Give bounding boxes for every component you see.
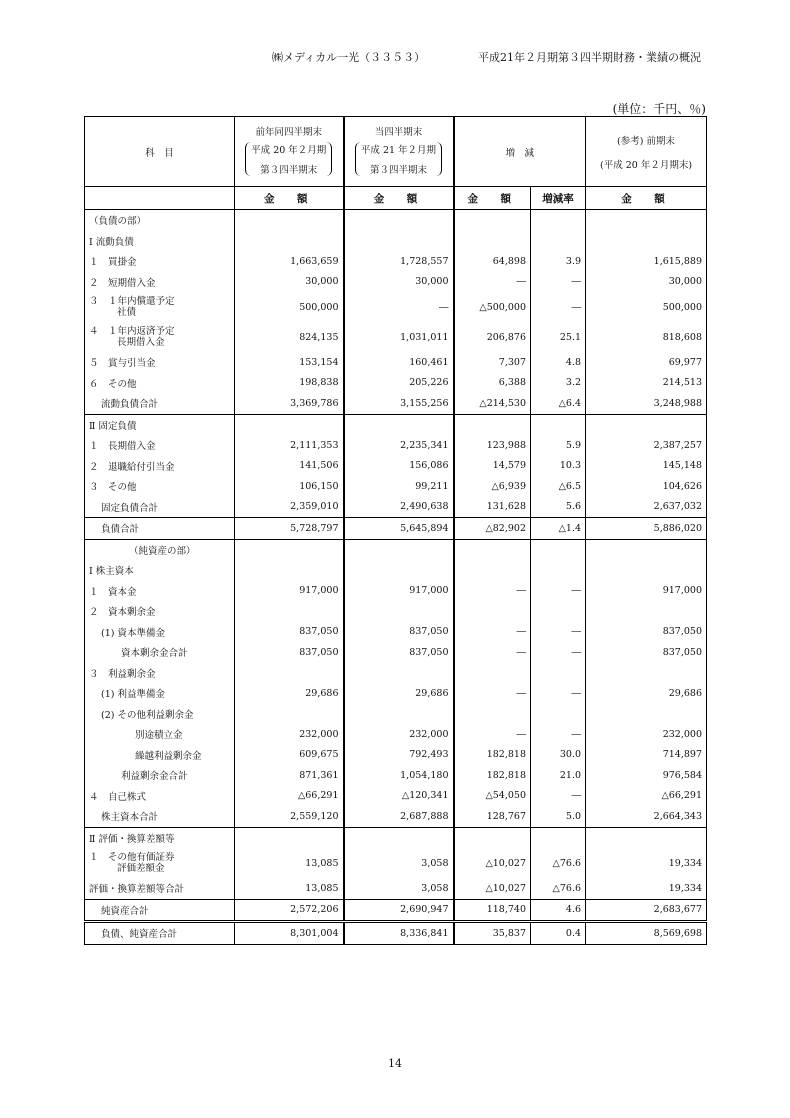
change-rate: 4.8	[531, 352, 586, 373]
current-quarter-q: 第３四半期末	[369, 164, 427, 176]
prev-quarter-fy: 平成 20 年２月期	[251, 144, 327, 156]
current-amount	[344, 414, 454, 435]
prev-amount: 824,135	[235, 322, 344, 352]
row-label: 評価・換算差額等合計	[85, 878, 235, 899]
prev-amount: 871,361	[235, 765, 344, 786]
change-amount: △214,530	[454, 393, 531, 414]
table-row	[85, 899, 707, 922]
row-label: 負債、純資産合計	[85, 922, 235, 945]
reference-amount: 3,248,988	[586, 393, 707, 414]
change-amount: △500,000	[454, 292, 531, 322]
subject-header	[85, 117, 235, 187]
reference-header	[586, 117, 707, 187]
row-label: ２ 退職給付引当金	[85, 456, 235, 477]
change-amount: 123,988	[454, 435, 531, 456]
change-header-label: 増 減	[505, 147, 535, 159]
prev-amount: 837,050	[235, 622, 344, 643]
reference-amount: △66,291	[586, 786, 707, 807]
subject-header-label: 科 目	[145, 147, 174, 159]
change-amount: 7,307	[454, 352, 531, 373]
prev-amount: 13,085	[235, 848, 344, 878]
table-row	[85, 622, 707, 643]
change-amount: ―	[454, 272, 531, 293]
row-label-line1: ３ １年内償還予定	[89, 296, 175, 307]
prev-amount	[235, 560, 344, 581]
prev-amount: 106,150	[235, 476, 344, 497]
row-label: 株主資本合計	[85, 806, 235, 827]
prev-amount	[235, 210, 344, 231]
change-amount: △82,902	[454, 518, 531, 540]
table-row	[85, 922, 707, 945]
table-row	[85, 414, 707, 435]
row-label: Ⅱ 評価・換算差額等	[85, 827, 235, 848]
table-row	[85, 456, 707, 477]
change-amount: △54,050	[454, 786, 531, 807]
current-amount: 30,000	[344, 272, 454, 293]
change-rate: 5.0	[531, 806, 586, 827]
row-label: １ 資本金	[85, 581, 235, 602]
change-rate	[531, 231, 586, 252]
amount-header-prev: 金 額	[235, 187, 344, 210]
row-label: （負債の部）	[85, 210, 235, 231]
current-amount	[344, 827, 454, 848]
reference-amount	[586, 601, 707, 622]
change-amount: ―	[454, 581, 531, 602]
table-row	[85, 745, 707, 766]
table-row	[85, 518, 707, 540]
current-amount: 2,490,638	[344, 497, 454, 518]
prev-amount	[235, 539, 344, 560]
reference-amount: 837,050	[586, 622, 707, 643]
change-rate: 30.0	[531, 745, 586, 766]
current-amount: 837,050	[344, 622, 454, 643]
prev-amount: 837,050	[235, 642, 344, 663]
reference-amount: 976,584	[586, 765, 707, 786]
change-rate: 10.3	[531, 456, 586, 477]
row-label-line2: 社債	[117, 307, 137, 318]
row-label: (1) 資本準備金	[85, 622, 235, 643]
unit-note: (単位：千円、％)	[612, 102, 706, 116]
row-label	[85, 292, 235, 322]
change-amount: 131,628	[454, 497, 531, 518]
current-amount: 1,031,011	[344, 322, 454, 352]
table-row	[85, 231, 707, 252]
prev-amount: 2,572,206	[235, 899, 344, 922]
change-rate: 25.1	[531, 322, 586, 352]
reference-amount: 500,000	[586, 292, 707, 322]
subject-sub-header	[85, 187, 235, 210]
current-amount: 5,645,894	[344, 518, 454, 540]
current-amount: ―	[344, 292, 454, 322]
current-amount: 156,086	[344, 456, 454, 477]
current-amount	[344, 601, 454, 622]
row-label: １ 長期借入金	[85, 435, 235, 456]
table-row	[85, 806, 707, 827]
table-row	[85, 601, 707, 622]
current-quarter-header	[344, 117, 454, 187]
change-rate: △6.4	[531, 393, 586, 414]
current-amount	[344, 704, 454, 725]
table-row	[85, 786, 707, 807]
change-header	[454, 117, 586, 187]
balance-sheet-table	[84, 116, 707, 945]
reference-amount: 104,626	[586, 476, 707, 497]
reference-amount: 145,148	[586, 456, 707, 477]
change-amount: 118,740	[454, 899, 531, 922]
row-label: ６ その他	[85, 373, 235, 394]
table-row	[85, 292, 707, 322]
current-amount: 3,058	[344, 848, 454, 878]
change-amount: 182,818	[454, 765, 531, 786]
row-label: Ⅰ 流動負債	[85, 231, 235, 252]
current-amount: 792,493	[344, 745, 454, 766]
change-amount	[454, 231, 531, 252]
report-title: 平成21年２月期第３四半期財務・業績の概況	[478, 51, 701, 64]
current-quarter-period	[355, 142, 442, 176]
company-name: ㈱メディカル一光（３３５３）	[272, 51, 426, 64]
prev-quarter-q: 第３四半期末	[260, 164, 318, 176]
prev-amount: 8,301,004	[235, 922, 344, 945]
change-amount	[454, 560, 531, 581]
table-row	[85, 581, 707, 602]
row-label	[85, 322, 235, 352]
current-amount: 3,155,256	[344, 393, 454, 414]
row-label: 流動負債合計	[85, 393, 235, 414]
prev-amount: 198,838	[235, 373, 344, 394]
change-rate: △6.5	[531, 476, 586, 497]
balance-sheet-body	[85, 210, 707, 945]
table-row	[85, 373, 707, 394]
change-rate: ―	[531, 786, 586, 807]
row-label: 純資産合計	[85, 899, 235, 922]
reference-amount	[586, 210, 707, 231]
table-row	[85, 827, 707, 848]
prev-amount: 500,000	[235, 292, 344, 322]
row-label: 別途積立金	[85, 724, 235, 745]
reference-amount: 1,615,889	[586, 251, 707, 272]
row-label-line1: ４ １年内返済予定	[89, 326, 175, 337]
row-label: 固定負債合計	[85, 497, 235, 518]
change-rate	[531, 210, 586, 231]
change-amount: ―	[454, 642, 531, 663]
change-rate: △1.4	[531, 518, 586, 540]
reference-amount	[586, 663, 707, 684]
prev-amount	[235, 601, 344, 622]
reference-amount: 818,608	[586, 322, 707, 352]
table-row	[85, 539, 707, 560]
reference-period: (平成 20 年２月期末)	[599, 159, 693, 171]
change-rate: ―	[531, 272, 586, 293]
row-label: ３ 利益剰余金	[85, 663, 235, 684]
reference-amount: 2,683,677	[586, 899, 707, 922]
change-amount: ―	[454, 724, 531, 745]
change-amount: 64,898	[454, 251, 531, 272]
current-amount	[344, 231, 454, 252]
current-amount: 8,336,841	[344, 922, 454, 945]
row-label: ３ その他	[85, 476, 235, 497]
table-row	[85, 210, 707, 231]
current-amount: 2,690,947	[344, 899, 454, 922]
reference-amount: 714,897	[586, 745, 707, 766]
table-row	[85, 765, 707, 786]
reference-amount: 2,664,343	[586, 806, 707, 827]
prev-amount	[235, 704, 344, 725]
current-amount	[344, 663, 454, 684]
current-amount: 232,000	[344, 724, 454, 745]
change-amount	[454, 827, 531, 848]
row-label: 利益剰余金合計	[85, 765, 235, 786]
row-label: (1) 利益準備金	[85, 683, 235, 704]
table-row	[85, 642, 707, 663]
table-row	[85, 322, 707, 352]
table-row	[85, 704, 707, 725]
rate-header: 増減率	[531, 187, 586, 210]
reference-amount: 2,387,257	[586, 435, 707, 456]
reference-amount: 917,000	[586, 581, 707, 602]
change-amount: △10,027	[454, 848, 531, 878]
change-rate: △76.6	[531, 878, 586, 899]
change-rate: ―	[531, 683, 586, 704]
change-rate: 5.9	[531, 435, 586, 456]
current-amount: 1,054,180	[344, 765, 454, 786]
prev-amount: 2,359,010	[235, 497, 344, 518]
reference-amount	[586, 539, 707, 560]
amount-header-reference: 金 額	[586, 187, 707, 210]
change-rate: 3.9	[531, 251, 586, 272]
row-label-wrap	[89, 326, 175, 348]
reference-amount	[586, 231, 707, 252]
change-amount	[454, 704, 531, 725]
reference-amount	[586, 827, 707, 848]
page-header	[0, 49, 790, 65]
table-row	[85, 878, 707, 899]
change-amount: 14,579	[454, 456, 531, 477]
table-row	[85, 393, 707, 414]
row-label: ４ 自己株式	[85, 786, 235, 807]
change-rate	[531, 539, 586, 560]
prev-amount: 2,559,120	[235, 806, 344, 827]
prev-amount: △66,291	[235, 786, 344, 807]
reference-amount: 29,686	[586, 683, 707, 704]
prev-amount: 13,085	[235, 878, 344, 899]
change-amount: △6,939	[454, 476, 531, 497]
prev-amount: 3,369,786	[235, 393, 344, 414]
change-rate: ―	[531, 622, 586, 643]
prev-amount	[235, 827, 344, 848]
reference-amount: 19,334	[586, 848, 707, 878]
change-amount	[454, 601, 531, 622]
change-rate	[531, 663, 586, 684]
reference-amount: 837,050	[586, 642, 707, 663]
row-label: Ⅱ 固定負債	[85, 414, 235, 435]
reference-amount	[586, 414, 707, 435]
row-label: 繰越利益剰余金	[85, 745, 235, 766]
reference-amount: 30,000	[586, 272, 707, 293]
table-row	[85, 683, 707, 704]
current-quarter-fy: 平成 21 年２月期	[360, 144, 437, 156]
change-amount	[454, 539, 531, 560]
current-amount: 160,461	[344, 352, 454, 373]
change-amount: 128,767	[454, 806, 531, 827]
row-label: Ⅰ 株主資本	[85, 560, 235, 581]
row-label: ２ 短期借入金	[85, 272, 235, 293]
prev-amount: 29,686	[235, 683, 344, 704]
change-rate: 21.0	[531, 765, 586, 786]
row-label: ２ 資本剰余金	[85, 601, 235, 622]
prev-amount: 5,728,797	[235, 518, 344, 540]
table-row	[85, 497, 707, 518]
change-rate	[531, 414, 586, 435]
change-rate: 4.6	[531, 899, 586, 922]
prev-amount: 232,000	[235, 724, 344, 745]
current-amount: 3,058	[344, 878, 454, 899]
current-quarter-title: 当四半期末	[374, 126, 423, 138]
row-label-wrap	[89, 852, 175, 874]
reference-amount: 69,977	[586, 352, 707, 373]
reference-title: (参考) 前期末	[617, 135, 675, 147]
prev-quarter-title: 前年同四半期末	[255, 126, 322, 138]
change-rate: ―	[531, 581, 586, 602]
current-amount: 2,687,888	[344, 806, 454, 827]
table-row	[85, 272, 707, 293]
table-row	[85, 724, 707, 745]
change-amount: ―	[454, 622, 531, 643]
change-rate: 3.2	[531, 373, 586, 394]
change-amount: △10,027	[454, 878, 531, 899]
current-amount: 99,211	[344, 476, 454, 497]
reference-amount: 19,334	[586, 878, 707, 899]
row-label: (2) その他利益剰余金	[85, 704, 235, 725]
prev-amount: 153,154	[235, 352, 344, 373]
table-row	[85, 663, 707, 684]
prev-amount: 917,000	[235, 581, 344, 602]
row-label-line2: 評価差額金	[117, 863, 165, 874]
change-amount	[454, 414, 531, 435]
table-row	[85, 352, 707, 373]
change-rate: 0.4	[531, 922, 586, 945]
row-label-wrap	[89, 296, 175, 318]
prev-quarter-header	[235, 117, 344, 187]
current-amount: 917,000	[344, 581, 454, 602]
table-row	[85, 848, 707, 878]
page-number: 14	[388, 1057, 402, 1070]
row-label: 負債合計	[85, 518, 235, 540]
change-rate	[531, 827, 586, 848]
prev-amount	[235, 414, 344, 435]
row-label-line2: 長期借入金	[117, 337, 165, 348]
current-amount: △120,341	[344, 786, 454, 807]
change-rate: ―	[531, 292, 586, 322]
row-label: （純資産の部）	[85, 539, 235, 560]
reference-amount	[586, 704, 707, 725]
current-amount: 1,728,557	[344, 251, 454, 272]
current-amount: 29,686	[344, 683, 454, 704]
prev-amount: 141,506	[235, 456, 344, 477]
prev-amount: 30,000	[235, 272, 344, 293]
table-row	[85, 251, 707, 272]
change-amount: 182,818	[454, 745, 531, 766]
current-amount	[344, 539, 454, 560]
current-amount: 205,226	[344, 373, 454, 394]
table-row	[85, 560, 707, 581]
prev-amount: 2,111,353	[235, 435, 344, 456]
change-amount: 206,876	[454, 322, 531, 352]
change-rate	[531, 704, 586, 725]
change-rate: △76.6	[531, 848, 586, 878]
prev-amount	[235, 663, 344, 684]
current-amount: 837,050	[344, 642, 454, 663]
change-rate	[531, 560, 586, 581]
reference-amount	[586, 560, 707, 581]
table-row	[85, 476, 707, 497]
change-rate: 5.6	[531, 497, 586, 518]
change-amount	[454, 663, 531, 684]
row-label-line1: １ その他有価証券	[89, 852, 175, 863]
change-amount: 35,837	[454, 922, 531, 945]
reference-amount: 8,569,698	[586, 922, 707, 945]
table-row	[85, 435, 707, 456]
amount-header-current: 金 額	[344, 187, 454, 210]
prev-amount	[235, 231, 344, 252]
reference-amount: 214,513	[586, 373, 707, 394]
row-label: 資本剰余金合計	[85, 642, 235, 663]
change-rate: ―	[531, 724, 586, 745]
change-amount: 6,388	[454, 373, 531, 394]
amount-header-change: 金 額	[454, 187, 531, 210]
prev-amount: 609,675	[235, 745, 344, 766]
row-label	[85, 848, 235, 878]
reference-amount: 2,637,032	[586, 497, 707, 518]
row-label: １ 買掛金	[85, 251, 235, 272]
current-amount: 2,235,341	[344, 435, 454, 456]
prev-amount: 1,663,659	[235, 251, 344, 272]
prev-quarter-period	[245, 142, 332, 176]
current-amount	[344, 210, 454, 231]
row-label: ５ 賞与引当金	[85, 352, 235, 373]
change-rate	[531, 601, 586, 622]
change-amount	[454, 210, 531, 231]
reference-amount: 232,000	[586, 724, 707, 745]
change-amount: ―	[454, 683, 531, 704]
reference-amount: 5,886,020	[586, 518, 707, 540]
current-amount	[344, 560, 454, 581]
change-rate: ―	[531, 642, 586, 663]
